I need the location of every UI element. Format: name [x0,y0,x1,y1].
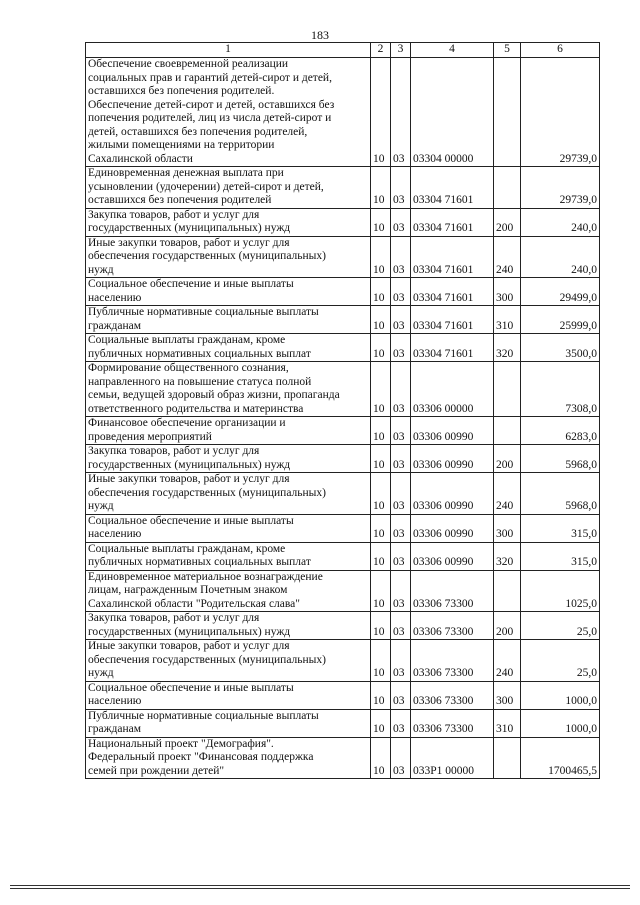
amount: 5968,0 [521,473,600,515]
row-name-line: проведения мероприятий [88,430,212,443]
section-code: 10 [371,362,391,417]
section-code: 10 [371,681,391,709]
table-row [86,208,600,236]
section-code: 10 [371,278,391,306]
row-name-line: лицам, награжденным Почетным знаком [88,584,288,596]
row-name-line: Закупка товаров, работ и услуг для [88,612,260,624]
section-code: 10 [371,612,391,640]
row-name-line: обеспечения государственных (муниципальных) [88,486,326,499]
row-name-line: Иные закупки товаров, работ и услуг для [88,640,290,652]
row-name-line: публичных нормативных социальных выплат [88,347,311,360]
row-name [86,167,371,209]
target-article-code: 03304 71601 [411,334,494,362]
target-article-code: 03304 71601 [411,208,494,236]
row-name-line: нужд [88,263,114,276]
row-name-line: Обеспечение детей-сирот и детей, оставшихся без [88,98,335,111]
section-code: 10 [371,236,391,278]
row-name [86,737,371,779]
page-number: 183 [311,28,329,42]
row-name-line: Сахалинской области "Родительская слава" [88,597,300,610]
column-header: 3 [391,43,411,58]
target-article-code: 03306 73300 [411,709,494,737]
target-article-code: 03306 00990 [411,417,494,445]
row-name-line: государственных (муниципальных) нужд [88,458,291,471]
target-article-code: 03306 73300 [411,570,494,612]
table-header-row [86,43,600,58]
target-article-code: 03306 00000 [411,362,494,417]
row-name-line: социальных прав и гарантий детей-сирот и детей, [88,71,332,84]
row-name-line: семей при рождении детей" [88,764,225,777]
row-name-line: Социальное обеспечение и иные выплаты [88,278,294,290]
expense-type-code [494,362,521,417]
section-code: 10 [371,570,391,612]
target-article-code: 03304 71601 [411,306,494,334]
subsection-code: 03 [391,278,411,306]
amount: 240,0 [521,208,600,236]
row-name-line: Закупка товаров, работ и услуг для [88,445,260,457]
row-name [86,640,371,682]
subsection-code: 03 [391,58,411,167]
row-name-line: Социальные выплаты гражданам, кроме [88,334,286,346]
row-name [86,681,371,709]
bottom-divider [10,885,630,886]
table-row [86,306,600,334]
row-name-line: ответственного родительства и материнства [88,402,304,415]
row-name-line: Социальное обеспечение и иные выплаты [88,514,294,527]
subsection-code: 03 [391,514,411,542]
row-name-line: государственных (муниципальных) нужд [88,625,291,638]
subsection-code: 03 [391,681,411,709]
row-name-line: Сахалинской области [88,152,193,165]
row-name [86,709,371,737]
row-name [86,473,371,515]
expense-type-code [494,737,521,779]
expense-type-code: 320 [494,542,521,570]
target-article-code: 03306 00990 [411,445,494,473]
row-name [86,278,371,306]
row-name-line: семьи, ведущей здоровый образ жизни, пропаганда [88,389,340,401]
subsection-code: 03 [391,737,411,779]
row-name-line: Социальное обеспечение и иные выплаты [88,681,294,694]
table-row [86,334,600,362]
section-code: 10 [371,417,391,445]
target-article-code: 03306 00990 [411,542,494,570]
subsection-code: 03 [391,445,411,473]
expense-type-code: 320 [494,334,521,362]
row-name [86,362,371,417]
section-code: 10 [371,445,391,473]
subsection-code: 03 [391,542,411,570]
amount: 7308,0 [521,362,600,417]
row-name-line: населению [88,695,142,707]
budget-table [85,42,600,779]
section-code: 10 [371,737,391,779]
amount: 315,0 [521,542,600,570]
row-name-line: попечения родителей, лиц из числа детей-сирот и [88,112,332,124]
row-name-line: обеспечения государственных (муниципальных) [88,250,326,262]
row-name-line: гражданам [88,319,142,332]
target-article-code: 03306 00990 [411,514,494,542]
row-name-line: детей, оставшихся без попечения родителей, [88,125,308,138]
section-code: 10 [371,542,391,570]
amount: 1000,0 [521,681,600,709]
amount: 240,0 [521,236,600,278]
row-name [86,236,371,278]
table-row [86,473,600,515]
row-name-line: публичных нормативных социальных выплат [88,556,311,568]
subsection-code: 03 [391,417,411,445]
expense-type-code: 310 [494,306,521,334]
section-code: 10 [371,709,391,737]
section-code: 10 [371,208,391,236]
subsection-code: 03 [391,334,411,362]
row-name-line: Публичные нормативные социальные выплаты [88,306,319,318]
row-name [86,570,371,612]
row-name-line: Публичные нормативные социальные выплаты [88,709,319,722]
target-article-code: 03304 71601 [411,236,494,278]
amount: 29739,0 [521,167,600,209]
row-name-line: Финансовое обеспечение организации и [88,417,286,429]
target-article-code: 03304 00000 [411,58,494,167]
amount: 1000,0 [521,709,600,737]
table-row [86,612,600,640]
row-name-line: населению [88,528,142,540]
section-code: 10 [371,58,391,167]
table-row [86,58,600,167]
row-name-line: Федеральный проект "Финансовая поддержка [88,751,314,763]
expense-type-code: 240 [494,473,521,515]
section-code: 10 [371,514,391,542]
expense-type-code: 300 [494,681,521,709]
amount: 3500,0 [521,334,600,362]
row-name-line: государственных (муниципальных) нужд [88,222,291,234]
row-name-line: Иные закупки товаров, работ и услуг для [88,236,290,249]
row-name [86,542,371,570]
target-article-code: 03306 73300 [411,640,494,682]
row-name-line: Единовременная денежная выплата при [88,167,284,179]
expense-type-code: 240 [494,640,521,682]
table-row [86,640,600,682]
table-row [86,236,600,278]
row-name-line: Формирование общественного сознания, [88,362,289,374]
section-code: 10 [371,473,391,515]
table-row [86,417,600,445]
table-row [86,514,600,542]
table-row [86,542,600,570]
target-article-code: 033P1 00000 [411,737,494,779]
table-row [86,362,600,417]
row-name [86,208,371,236]
row-name-line: обеспечения государственных (муниципальных) [88,653,326,666]
table-row [86,167,600,209]
row-name [86,612,371,640]
subsection-code: 03 [391,208,411,236]
row-name-line: нужд [88,667,114,679]
row-name-line: направленного на повышение статуса полной [88,375,312,388]
table-row [86,737,600,779]
row-name-line: оставшихся без попечения родителей [88,194,272,206]
subsection-code: 03 [391,167,411,209]
target-article-code: 03306 73300 [411,681,494,709]
expense-type-code: 200 [494,208,521,236]
expense-type-code [494,570,521,612]
table-row [86,681,600,709]
row-name-line: Социальные выплаты гражданам, кроме [88,542,286,555]
subsection-code: 03 [391,362,411,417]
expense-type-code: 310 [494,709,521,737]
row-name [86,306,371,334]
column-header: 4 [411,43,494,58]
amount: 1700465,5 [521,737,600,779]
amount: 1025,0 [521,570,600,612]
target-article-code: 03304 71601 [411,278,494,306]
row-name-line: Обеспечение своевременной реализации [88,58,289,70]
expense-type-code [494,417,521,445]
table-row [86,709,600,737]
row-name-line: гражданам [88,723,142,735]
column-header: 1 [86,43,371,58]
amount: 29499,0 [521,278,600,306]
table-row [86,278,600,306]
subsection-code: 03 [391,640,411,682]
subsection-code: 03 [391,236,411,278]
row-name [86,417,371,445]
amount: 6283,0 [521,417,600,445]
amount: 29739,0 [521,58,600,167]
subsection-code: 03 [391,612,411,640]
subsection-code: 03 [391,473,411,515]
row-name-line: жилыми помещениями на территории [88,139,275,151]
expense-type-code: 300 [494,514,521,542]
amount: 315,0 [521,514,600,542]
expense-type-code: 240 [494,236,521,278]
subsection-code: 03 [391,306,411,334]
row-name-line: усыновлении (удочерении) детей-сирот и детей, [88,180,324,193]
section-code: 10 [371,640,391,682]
column-header: 5 [494,43,521,58]
section-code: 10 [371,306,391,334]
column-header: 6 [521,43,600,58]
bottom-divider [10,888,630,889]
table-body [86,58,600,779]
target-article-code: 03306 00990 [411,473,494,515]
amount: 25,0 [521,612,600,640]
amount: 25999,0 [521,306,600,334]
subsection-code: 03 [391,570,411,612]
amount: 25,0 [521,640,600,682]
row-name-line: Закупка товаров, работ и услуг для [88,208,260,221]
row-name-line: нужд [88,500,114,512]
row-name-line: Национальный проект "Демография". [88,737,274,750]
expense-type-code: 200 [494,445,521,473]
expense-type-code [494,167,521,209]
row-name-line: оставшихся без попечения родителей. [88,85,275,97]
section-code: 10 [371,334,391,362]
column-header: 2 [371,43,391,58]
expense-type-code: 300 [494,278,521,306]
target-article-code: 03306 73300 [411,612,494,640]
expense-type-code: 200 [494,612,521,640]
target-article-code: 03304 71601 [411,167,494,209]
row-name-line: Иные закупки товаров, работ и услуг для [88,473,290,485]
subsection-code: 03 [391,709,411,737]
row-name [86,58,371,167]
amount: 5968,0 [521,445,600,473]
row-name [86,514,371,542]
row-name-line: Единовременное материальное вознаграждение [88,570,323,583]
row-name [86,334,371,362]
expense-type-code [494,58,521,167]
section-code: 10 [371,167,391,209]
row-name-line: населению [88,291,142,304]
row-name [86,445,371,473]
table-row [86,445,600,473]
table-row [86,570,600,612]
